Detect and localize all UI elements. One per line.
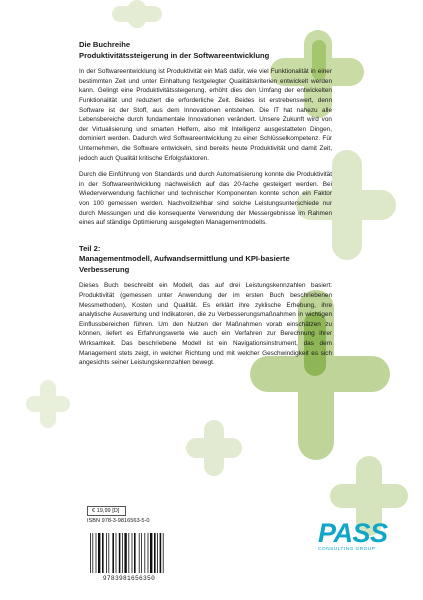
barcode-bars	[87, 531, 171, 575]
publisher-logo	[318, 520, 388, 552]
section1-heading	[79, 40, 332, 61]
section2-paragraph1: Dieses Buch beschreibt ein Modell, das auf drei Leistungskennzahlen basiert: Produktivität (gemessen unter Anwendung der im ersten Buch beschriebenen Messmethoden), Kosten und Qualität. Es erklärt ihre zyklische Erhebung, ihre analytische Auswertung und Indikatoren, die zu Verbesserungsmaßnahmen in wichtigen Einflussbereichen führen. Um den Nutzen der Maßnahmen vorab einschätzen zu können, liefert es Erfahrungswerte wie auch ein Verfahren zur Berechnung ihrer Wirksamkeit. Das beschriebene Modell ist ein Navigationsinstrument, das dem Management stets zeigt, in welcher Richtung und mit welcher Geschwindigkeit es sich angesichts seiner Leistungskennzahlen bewegt.	[79, 282, 332, 367]
section1-title-line2: Produktivitätssteigerung in der Softwareentwicklung	[79, 50, 270, 60]
plus-shape	[112, 0, 162, 28]
section1-paragraph2: Durch die Einführung von Standards und durch Automatisierung konnte die Produktivität in der Softwareentwicklung nachweislich auf das 20-fache gesteigert werden. Bei Wiederverwendung fachlicher und technischer Komponenten konnte schon ein Faktor von 100 gemessen werden. Nachvollziehbar sind solche Leistungsunterschiede nur durch Messungen und die konsequente Verwendung der Messergebnisse im Rahmen eines auf ständige Optimierung ausgelegten Managementmodells.	[79, 171, 332, 227]
plus-shape	[186, 420, 242, 476]
section2-heading	[79, 244, 332, 276]
logo-wordmark: PASS	[318, 518, 388, 548]
back-cover-text	[79, 40, 332, 375]
section2-title-line2: Managementmodell, Aufwandsermittlung und KPI-basierte Verbesserung	[79, 254, 290, 274]
barcode	[87, 531, 171, 585]
logo-tagline: CONSULTING GROUP	[318, 547, 376, 552]
section2-title-line1: Teil 2:	[79, 243, 101, 253]
isbn-label: ISBN 978-3-9816563-5-0	[87, 518, 150, 524]
section1-paragraph1: In der Softwareentwicklung ist Produktivität ein Maß dafür, wie viel Funktionalität in einer bestimmten Zeit und unter Einhaltung festgelegter Qualitätskriterien entwickelt werden kann. Gelingt eine Produktivitätssteigerung, erhöht dies den Umfang der entwickelten Funktionalität und reduziert die erforderliche Zeit. Beides ist erstrebenswert, denn Software ist der Stoff, aus dem Innovationen entstehen. Die IT hat nahezu alle Lebensbereiche durch fundamentale Innovationen verändert. Unsere Zukunft wird von der Virtualisierung und smarten Helfern, also mit Intelligenz ausgestatteten Dingen, dominiert werden. Dadurch wird Softwareentwicklung zu einer Schlüsselkompetenz. Für Unternehmen, die Software entwickeln, sind bereits heute Produktivität und damit Zeit, jedoch auch Qualität kritische Erfolgsfaktoren.	[79, 68, 332, 162]
plus-shape	[26, 380, 70, 428]
barcode-number: 9783981656350	[102, 575, 156, 582]
section1-title-line1: Die Buchreihe	[79, 40, 131, 49]
price-label: € 19,99 [D]	[87, 506, 126, 516]
price-box	[87, 506, 150, 526]
